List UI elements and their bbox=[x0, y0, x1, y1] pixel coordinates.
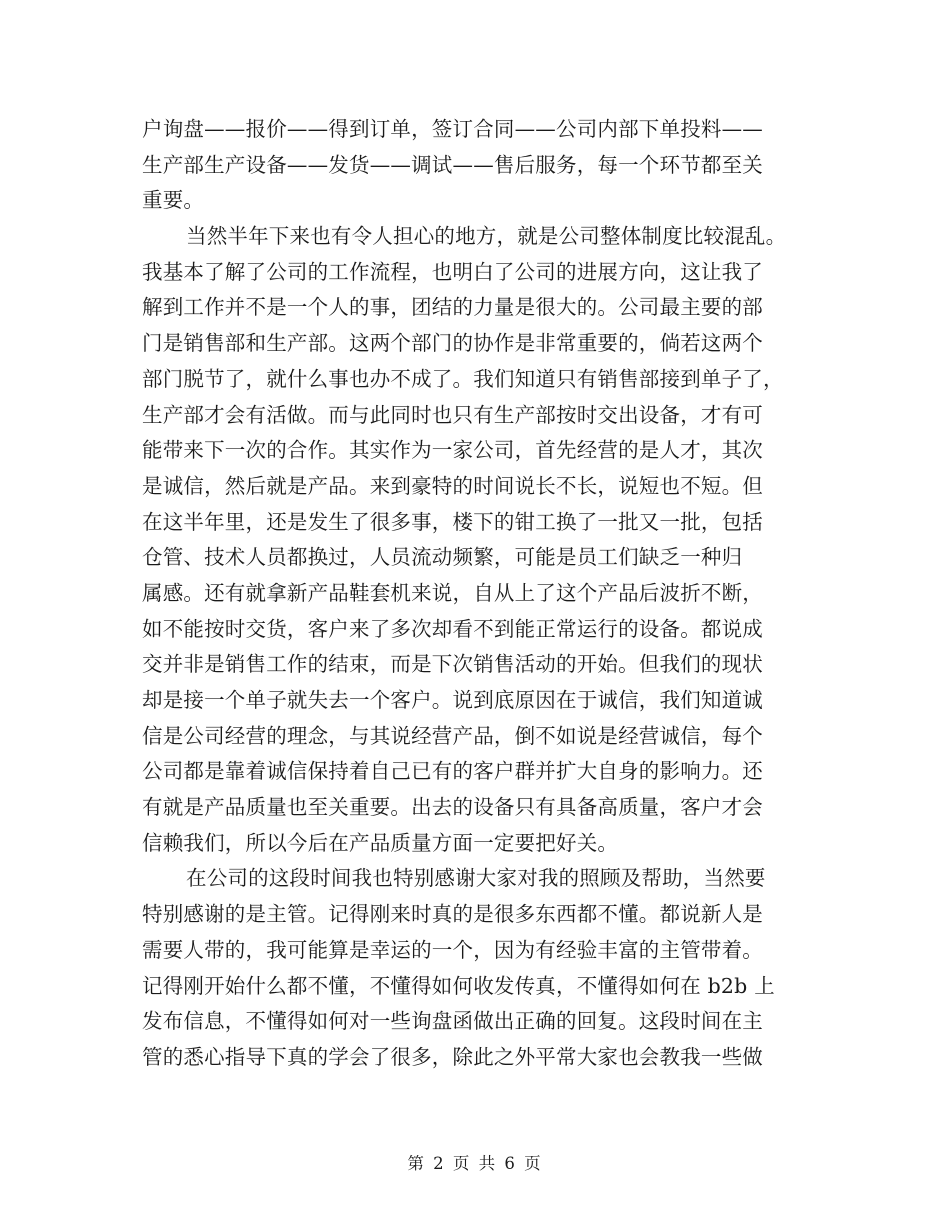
text-line: 是诚信，然后就是产品。来到豪特的时间说长不长，说短也不短。但 bbox=[142, 473, 763, 498]
text-line: 我基本了解了公司的工作流程，也明白了公司的进展方向，这让我了 bbox=[142, 259, 763, 284]
text-line: 门是销售部和生产部。这两个部门的协作是非常重要的，倘若这两个 bbox=[142, 331, 763, 356]
body-text bbox=[142, 112, 802, 1076]
text-line: 仓管、技术人员都换过，人员流动频繁，可能是员工们缺乏一种归 bbox=[142, 545, 743, 570]
text-line: 在这半年里，还是发生了很多事，楼下的钳工换了一批又一批，包括 bbox=[142, 509, 763, 534]
text-line: 部门脱节了，就什么事也办不成了。我们知道只有销售部接到单子了， bbox=[142, 366, 784, 391]
text-line: 记得刚开始什么都不懂，不懂得如何收发传真，不懂得如何在 b2b 上 bbox=[142, 973, 775, 998]
text-line: 重要。 bbox=[142, 188, 205, 213]
text-line: 生产部生产设备——发货——调试——售后服务，每一个环节都至关 bbox=[142, 152, 763, 177]
text-line: 信是公司经营的理念，与其说经营产品，倒不如说是经营诚信，每个 bbox=[142, 723, 763, 748]
text-line: 户询盘——报价——得到订单，签订合同——公司内部下单投料—— bbox=[142, 117, 763, 141]
text-line: 需要人带的，我可能算是幸运的一个，因为有经验丰富的主管带着。 bbox=[142, 937, 763, 962]
text-line: 生产部才会有活做。而与此同时也只有生产部按时交出设备，才有可 bbox=[142, 402, 763, 427]
text-line: 发布信息，不懂得如何对一些询盘函做出正确的回复。这段时间在主 bbox=[142, 1009, 763, 1034]
text-line: 管的悉心指导下真的学会了很多，除此之外平常大家也会教我一些做 bbox=[142, 1044, 763, 1069]
text-line: 信赖我们，所以今后在产品质量方面一定要把好关。 bbox=[142, 830, 619, 855]
text-line: 如不能按时交货，客户来了多次却看不到能正常运行的设备。都说成 bbox=[142, 616, 763, 641]
text-line: 特别感谢的是主管。记得刚来时真的是很多东西都不懂。都说新人是 bbox=[142, 902, 763, 927]
text-line: 却是接一个单子就失去一个客户。说到底原因在于诚信，我们知道诚 bbox=[142, 688, 763, 712]
paragraph-start-line: 在公司的这段时间我也特别感谢大家对我的照顾及帮助，当然要 bbox=[186, 866, 766, 891]
page-number-footer: 第 2 页 共 6 页 bbox=[407, 1154, 543, 1173]
text-line: 公司都是靠着诚信保持着自己已有的客户群并扩大自身的影响力。还 bbox=[142, 759, 763, 784]
text-line: 有就是产品质量也至关重要。出去的设备只有具备高质量，客户才会 bbox=[142, 795, 763, 820]
paragraph-start-line: 当然半年下来也有令人担心的地方，就是公司整体制度比较混乱。 bbox=[186, 224, 787, 249]
text-line: 交并非是销售工作的结束，而是下次销售活动的开始。但我们的现状 bbox=[142, 652, 763, 677]
text-line: 解到工作并不是一个人的事，团结的力量是很大的。公司最主要的部 bbox=[142, 295, 763, 320]
text-line: 属感。还有就拿新产品鞋套机来说，自从上了这个产品后波折不断， bbox=[142, 580, 763, 605]
text-line: 能带来下一次的合作。其实作为一家公司，首先经营的是人才，其次 bbox=[142, 438, 763, 463]
